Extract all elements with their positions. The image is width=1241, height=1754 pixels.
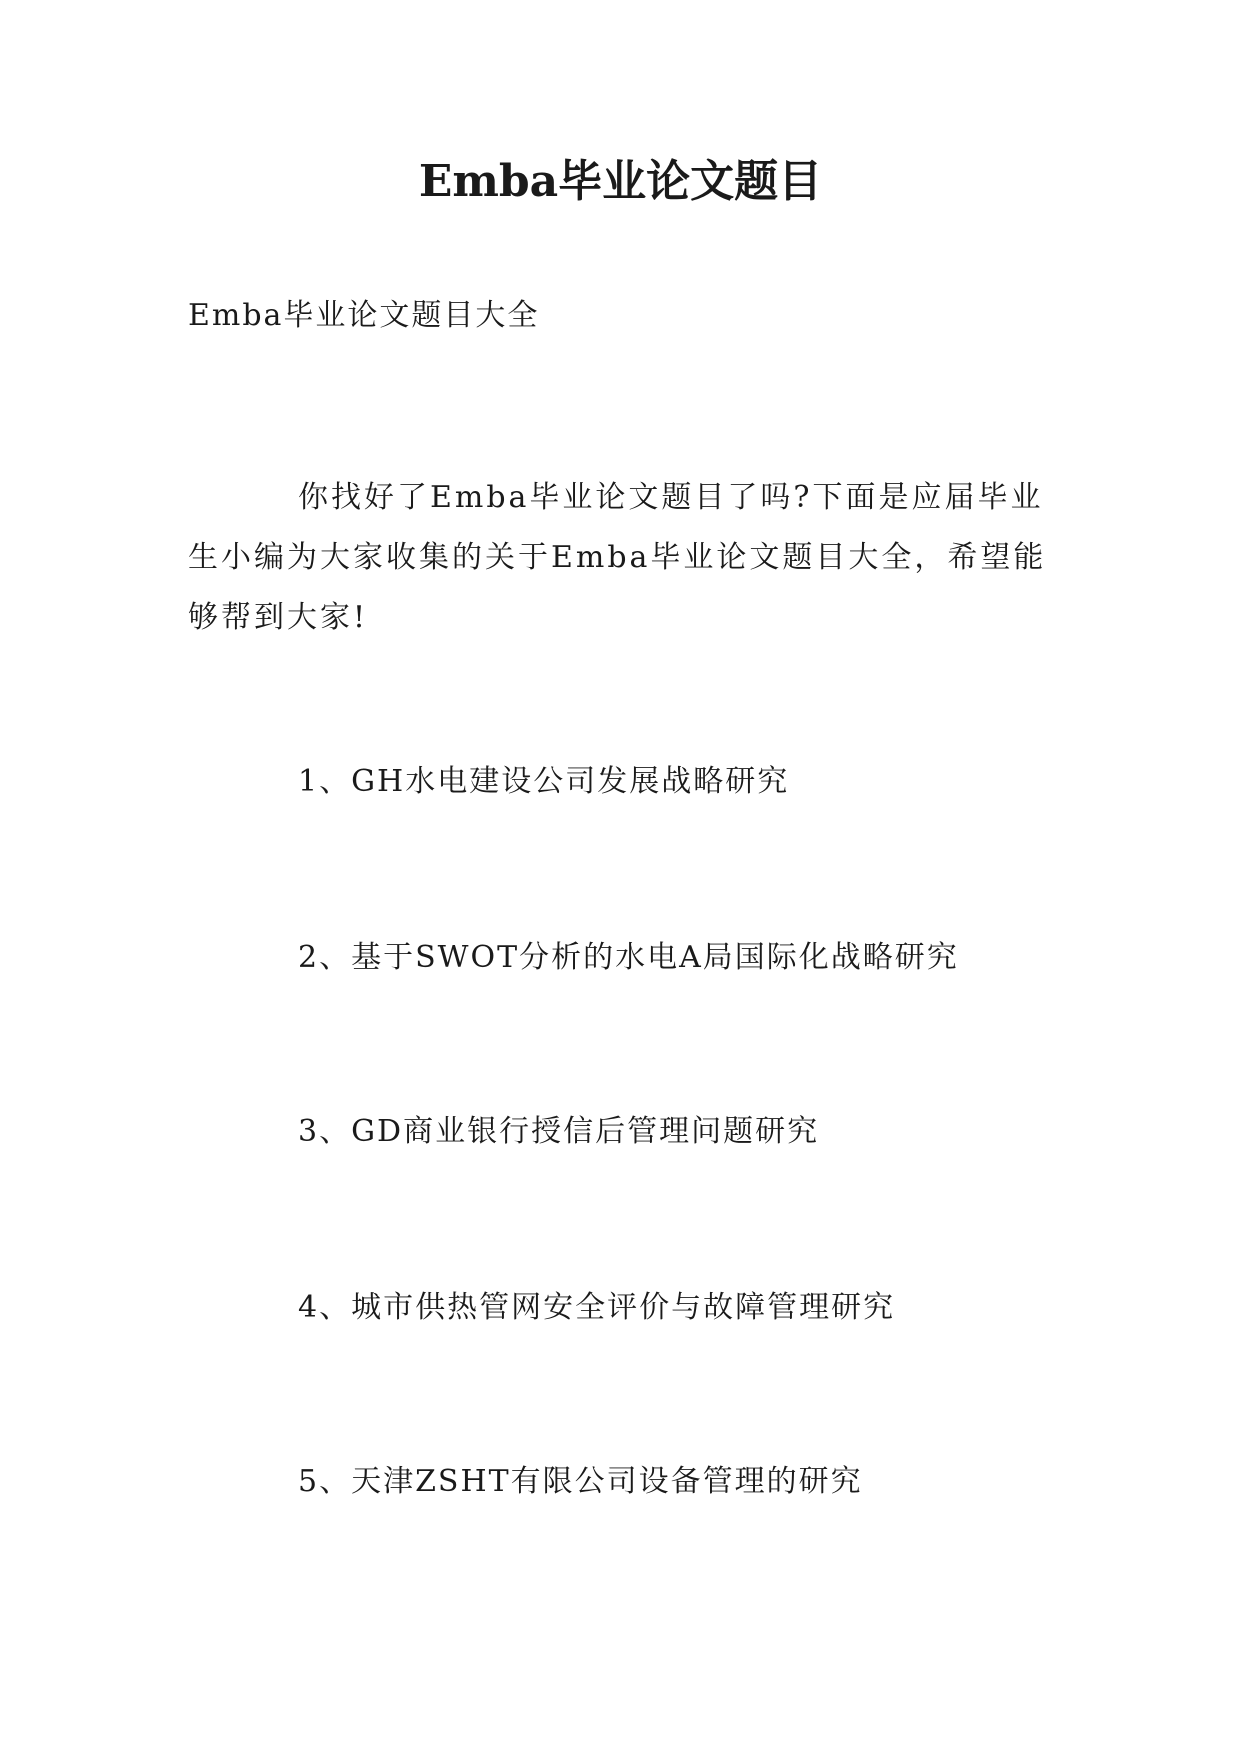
document-subtitle: Emba毕业论文题目大全 [188,298,540,333]
topic-item: 2、基于SWOT分析的水电A局国际化战略研究 [298,940,959,975]
intro-paragraph: 你找好了Emba毕业论文题目了吗?下面是应届毕业生小编为大家收集的关于Emba毕业论文题目大全，希望能够帮到大家! [188,480,1047,635]
topic-item: 1、GH水电建设公司发展战略研究 [298,764,790,799]
topic-item: 3、GD商业银行授信后管理问题研究 [298,1114,820,1149]
topic-item: 4、城市供热管网安全评价与故障管理研究 [298,1290,896,1325]
topic-item: 5、天津ZSHT有限公司设备管理的研究 [298,1464,863,1499]
document-title: Emba毕业论文题目 [418,156,823,207]
